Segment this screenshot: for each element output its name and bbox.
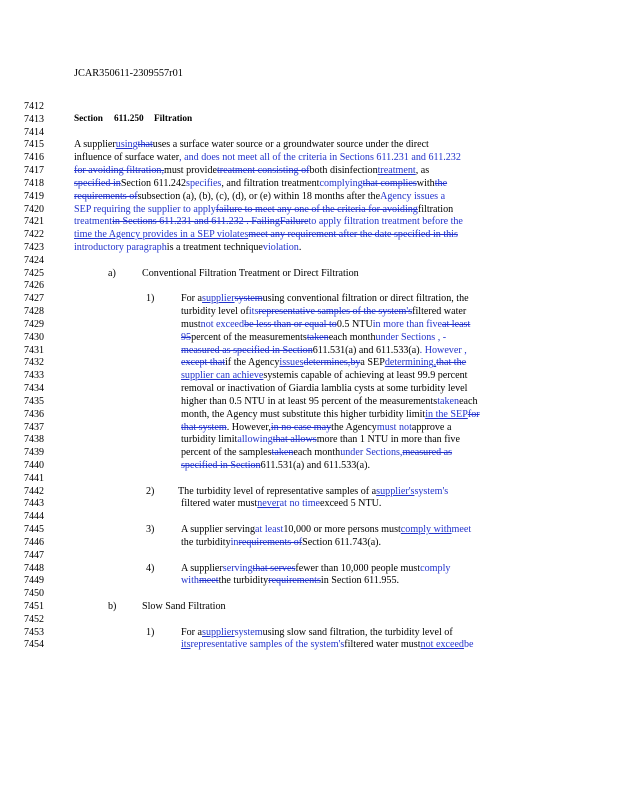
deleted-text: meet any requirement after the date specified in this xyxy=(248,229,458,241)
inserted-text: introductory paragraph xyxy=(74,242,167,254)
inserted-text: to apply filtration treatment before the xyxy=(308,216,463,228)
text-run: filtration xyxy=(417,203,454,215)
inserted-text: issues xyxy=(279,357,304,369)
deleted-text: determines, xyxy=(303,357,351,369)
deleted-text: for xyxy=(467,408,480,420)
deleted-text: that complies xyxy=(362,177,417,189)
line-number: 7430 xyxy=(24,331,44,343)
line-number: 7454 xyxy=(24,639,44,651)
text-run: 2) xyxy=(146,485,155,497)
text-run: 1) xyxy=(146,626,155,638)
deleted-text: that the xyxy=(436,357,467,369)
deleted-text: system xyxy=(234,293,263,305)
deleted-text: measured as specified in Section xyxy=(181,344,313,356)
line-number: 7426 xyxy=(24,280,44,292)
line-number: 7421 xyxy=(24,216,44,228)
text-run: 611.531(a) and 611.533(a) xyxy=(312,344,420,356)
deleted-text: specified in Section xyxy=(181,459,261,471)
inserted-text: in xyxy=(230,536,239,548)
text-run: For a xyxy=(181,626,203,638)
inserted-text: system's xyxy=(414,485,449,497)
text-run: Section 611.743(a). xyxy=(302,536,382,548)
line-number: 7428 xyxy=(24,306,44,318)
text-run: 1) xyxy=(146,293,155,305)
line-number: 7427 xyxy=(24,293,44,305)
line-number: 7420 xyxy=(24,203,44,215)
inserted-text: at no time xyxy=(279,498,321,510)
inserted-text: under Sections, xyxy=(340,447,403,459)
text-run: 0.5 NTU xyxy=(336,318,373,330)
text-run: exceed 5 NTU. xyxy=(320,498,382,510)
text-run: is capable of achieving at least 99.9 percent xyxy=(291,370,468,382)
line-number: 7433 xyxy=(24,370,44,382)
text-run: month, the Agency must substitute this higher turbidity limit xyxy=(181,408,426,420)
line-number: 7439 xyxy=(24,447,44,459)
line-number: 7440 xyxy=(24,459,44,471)
inserted-text: complying xyxy=(319,177,363,189)
text-run: filtered water must xyxy=(344,639,421,651)
text-run: the turbidity xyxy=(181,536,231,548)
inserted-text: . However , xyxy=(419,344,467,356)
deleted-text: failure to meet any one of the criteria for avoiding xyxy=(215,203,418,215)
line-number: 7435 xyxy=(24,395,44,407)
inserted-text: system xyxy=(234,626,263,638)
text-run: must provide xyxy=(163,165,217,177)
text-run: , and filtration treatment xyxy=(221,177,320,189)
line-number: 7416 xyxy=(24,152,44,164)
deleted-text: by xyxy=(350,357,361,369)
inserted-text: comply xyxy=(420,562,451,574)
line-number: 7450 xyxy=(24,588,44,600)
deleted-text: for avoiding filtration, xyxy=(74,165,164,177)
text-run: the Agency xyxy=(331,421,377,433)
line-number: 7418 xyxy=(24,177,44,189)
inserted-text: determining, xyxy=(384,357,437,369)
line-number: 7452 xyxy=(24,613,44,625)
line-number: 7423 xyxy=(24,242,44,254)
text-run: system xyxy=(263,370,292,382)
deleted-text: that xyxy=(137,139,153,151)
text-run: b) xyxy=(108,600,117,612)
line-number: 7412 xyxy=(24,101,44,112)
deleted-text: specified in xyxy=(74,177,121,189)
inserted-text: treatment xyxy=(74,216,113,228)
text-run: A supplier xyxy=(74,139,116,151)
line-number: 7414 xyxy=(24,126,44,138)
text-run: each xyxy=(459,395,478,407)
text-run: using conventional filtration or direct filtration, the xyxy=(262,293,469,305)
inserted-text: supplier can achieve xyxy=(181,370,264,382)
inserted-text: not exceed xyxy=(200,318,245,330)
text-run: is a treatment technique xyxy=(166,242,263,254)
text-run: with xyxy=(416,177,435,189)
inserted-text: , and does not meet all of the criteria in Sections 611.231 and 611.232 xyxy=(179,152,461,164)
inserted-text: Agency issues a xyxy=(380,190,446,202)
deleted-text: requirements xyxy=(268,575,321,587)
deleted-text: that serves xyxy=(252,562,296,574)
deleted-text: that system xyxy=(181,421,227,433)
inserted-text: time the Agency provides in a SEP violates xyxy=(74,229,249,241)
text-run: must xyxy=(181,318,201,330)
line-number: 7438 xyxy=(24,434,44,446)
document-id-header: JCAR350611-2309557r01 xyxy=(74,68,183,79)
line-number: 7437 xyxy=(24,421,44,433)
deleted-text: in Sections 611.231 and 611.232 . Failing xyxy=(112,216,280,228)
line-number: 7424 xyxy=(24,254,44,266)
text-run: 611.531(a) and 611.533(a). xyxy=(260,459,371,471)
inserted-text: representative samples of the system's xyxy=(190,639,345,651)
text-run: percent of the measurements xyxy=(191,331,307,343)
deleted-text: requirements of xyxy=(238,536,303,548)
deleted-text: measured as xyxy=(402,447,453,459)
text-run: influence of surface water xyxy=(74,152,180,164)
inserted-text: at least xyxy=(255,524,284,536)
text-run: Slow Sand Filtration xyxy=(142,600,226,612)
line-number: 7419 xyxy=(24,190,44,202)
deleted-text: except that xyxy=(181,357,225,369)
line-number: 7434 xyxy=(24,383,44,395)
section-heading-text: Section xyxy=(74,113,103,124)
inserted-text: supplier's xyxy=(376,485,415,497)
line-number: 7429 xyxy=(24,318,44,330)
line-number: 7431 xyxy=(24,344,44,356)
deleted-text: requirements of xyxy=(74,190,138,202)
text-run: uses a surface water source or a groundwater source under the direct xyxy=(152,139,429,151)
text-run: 3) xyxy=(146,524,155,536)
text-run: removal or inactivation of Giardia lamblia cysts at some turbidity level xyxy=(181,383,468,395)
line-number: 7445 xyxy=(24,524,44,536)
section-heading-text: Filtration xyxy=(154,113,193,124)
inserted-text: supplier xyxy=(202,293,235,305)
line-number: 7441 xyxy=(24,472,44,484)
line-number: 7451 xyxy=(24,600,44,612)
line-number: 7443 xyxy=(24,498,44,510)
section-heading-text: 611.250 xyxy=(114,113,144,124)
line-number: 7413 xyxy=(24,113,44,125)
deleted-text: taken xyxy=(306,331,329,343)
text-run: both disinfection xyxy=(309,165,378,177)
text-run: if the Agency xyxy=(225,357,280,369)
deleted-text: 95 xyxy=(181,331,192,343)
text-run: each month xyxy=(293,447,341,459)
text-run: , as xyxy=(415,165,430,177)
text-run: the turbidity xyxy=(218,575,269,587)
inserted-text: under Sections , - xyxy=(375,331,447,343)
text-run: using slow sand filtration, the turbidity level of xyxy=(262,626,453,638)
text-run: filtered water must xyxy=(181,498,258,510)
text-run: fewer than 10,000 people must xyxy=(295,562,421,574)
inserted-text: SEP requiring the supplier to apply xyxy=(74,203,216,215)
text-run: filtered water xyxy=(412,306,467,318)
text-run: . xyxy=(298,242,302,254)
text-run: turbidity level of xyxy=(181,306,249,318)
inserted-text: its xyxy=(248,306,259,318)
inserted-text: meet xyxy=(451,524,472,536)
line-number: 7444 xyxy=(24,511,44,523)
line-number: 7415 xyxy=(24,139,44,151)
text-run: each month xyxy=(328,331,376,343)
text-run: in Section 611.955. xyxy=(320,575,400,587)
text-run: 4) xyxy=(146,562,155,574)
inserted-text: not exceed xyxy=(420,639,464,651)
text-run: . However, xyxy=(226,421,271,433)
line-number: 7422 xyxy=(24,229,44,241)
inserted-text: never xyxy=(257,498,280,510)
deleted-text: at least xyxy=(441,318,471,330)
line-number: 7447 xyxy=(24,549,44,561)
inserted-text: its xyxy=(181,639,191,651)
line-number: 7448 xyxy=(24,562,44,574)
line-number: 7449 xyxy=(24,575,44,587)
text-run: approve a xyxy=(411,421,452,433)
inserted-text: allowing xyxy=(237,434,273,446)
inserted-text: with xyxy=(181,575,199,587)
text-run: a) xyxy=(108,267,116,279)
deleted-text: be less than or equal to xyxy=(244,318,337,330)
inserted-text: in the SEP xyxy=(425,408,468,420)
line-number: 7453 xyxy=(24,626,44,638)
line-number: 7417 xyxy=(24,165,44,177)
inserted-text: be xyxy=(463,639,474,651)
deleted-text: taken xyxy=(271,447,294,459)
deleted-text: that allows xyxy=(272,434,317,446)
inserted-text: comply with xyxy=(400,524,452,536)
deleted-text: in no case may xyxy=(270,421,332,433)
line-number: 7446 xyxy=(24,536,44,548)
inserted-text: taken xyxy=(437,395,460,407)
inserted-text: must not xyxy=(376,421,412,433)
text-run: The turbidity level of representative samples of a xyxy=(178,485,377,497)
deleted-text: meet xyxy=(198,575,219,587)
text-run: A supplier xyxy=(181,562,223,574)
deleted-text: the xyxy=(434,177,448,189)
line-number: 7432 xyxy=(24,357,44,369)
line-number: 7442 xyxy=(24,485,44,497)
text-run: A supplier serving xyxy=(181,524,256,536)
text-run: 10,000 or more persons must xyxy=(283,524,401,536)
deleted-text: Failure xyxy=(279,216,309,228)
text-run: Conventional Filtration Treatment or Direct Filtration xyxy=(142,267,359,279)
inserted-text: serving xyxy=(222,562,253,574)
inserted-text: using xyxy=(115,139,138,151)
inserted-text: treatment xyxy=(377,165,416,177)
text-run: subsection (a), (b), (c), (d), or (e) within 18 months after the xyxy=(137,190,381,202)
text-run: For a xyxy=(181,293,203,305)
inserted-text: specifies xyxy=(186,177,222,189)
text-run: turbidity limit xyxy=(181,434,238,446)
inserted-text: violation xyxy=(262,242,299,254)
text-run: percent of the samples xyxy=(181,447,272,459)
text-run: more than 1 NTU in more than five xyxy=(316,434,460,446)
text-run: Section 611.242 xyxy=(120,177,187,189)
deleted-text: representative samples of the system's xyxy=(258,306,413,318)
inserted-text: supplier xyxy=(202,626,235,638)
text-run: higher than 0.5 NTU in at least 95 percent of the measurements xyxy=(181,395,438,407)
inserted-text: in more than five xyxy=(372,318,442,330)
line-number: 7425 xyxy=(24,267,44,279)
text-run: a SEP xyxy=(360,357,385,369)
deleted-text: treatment consisting of xyxy=(216,165,310,177)
line-number: 7436 xyxy=(24,408,44,420)
